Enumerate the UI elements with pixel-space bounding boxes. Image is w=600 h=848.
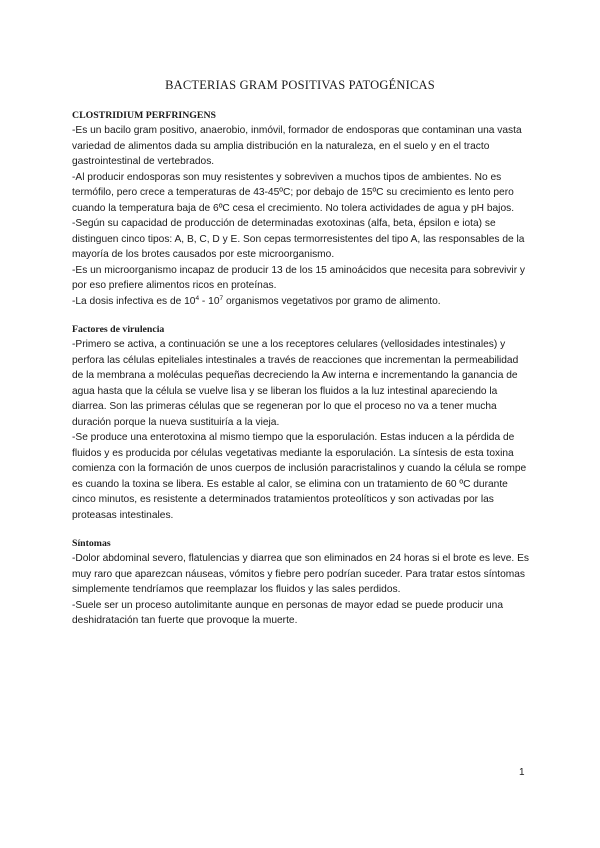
section-symptoms	[72, 536, 532, 629]
paragraph: -Al producir endosporas son muy resistentes y sobreviven a muchos tipos de ambientes. No es termófilo, pero crece a temperaturas de 43-45ºC; por debajo de 15ºC su crecimiento es lento pero cuando la temperatura baja de 6ºC cesa el crecimiento. No tolera actividades de agua y pH bajos.	[72, 171, 515, 214]
section-heading: CLOSTRIDIUM PERFRINGENS	[72, 110, 216, 121]
paragraph: -Suele ser un proceso autolimitante aunque en personas de mayor edad se puede producir una deshidratación tan fuerte que provoque la muerte.	[72, 599, 503, 626]
paragraph: -Según su capacidad de producción de determinadas exotoxinas (alfa, beta, épsilon e iota) se distinguen cinco tipos: A, B, C, D y E. Son cepas termorresistentes del tipo A, las responsables de la mayoría de los brotes causados por este microorganismo.	[72, 218, 525, 260]
paragraph: -Dolor abdominal severo, flatulencias y diarrea que son eliminados en 24 horas si el brote es leve. Es muy raro que aparezcan náuseas, vómitos y fiebre pero podrían suceder. Para tratar estos síntomas simplemente tendríamos que reemplazar los fluidos y las sales perdidos.	[72, 553, 529, 595]
section-virulence-factors	[72, 322, 532, 523]
dose-base-min: 10	[184, 295, 196, 307]
paragraph: -Primero se activa, a continuación se une a los receptores celulares (vellosidades intestinales) y perfora las células epiteliales intestinales a través de reacciones que incrementan la permeabilidad de la membrana a moléculas pequeñas decreciendo la Aw interna e incrementando la ganancia de agua hasta que la célula se vuelve lisa y se liberan los fluidos a la luz intestinal apareciendo la diarrea. Son las primeras células que se regeneran por lo que el proceso no va a tener mucha duración porque la nueva sustituiría a la vieja.	[72, 339, 519, 428]
dose-exponent-max: 7	[219, 294, 224, 302]
document-title: BACTERIAS GRAM POSITIVAS PATOGÉNICAS	[165, 78, 435, 92]
infective-dose-paragraph	[72, 294, 532, 310]
dose-prefix: -La dosis infectiva es de	[72, 295, 185, 307]
dose-suffix: organismos vegetativos por gramo de alimento.	[223, 295, 441, 307]
paragraph: -Se produce una enterotoxina al mismo tiempo que la esporulación. Estas inducen a la pérdida de fluidos y es producida por células vegetativas mediante la esporulación. La síntesis de esta toxina comienza con la formación de unos cuerpos de inclusión paracristalinos y cuando la célula se rompe es cuando la toxina se libera. Es estable al calor, se elimina con un tratamiento de 60 ºC durante cinco minutos, es resistente a determinados tratamientos proteolíticos y son activadas por las proteasas intestinales.	[72, 432, 527, 521]
page-number: 1	[519, 767, 525, 778]
dose-separator: -	[199, 295, 209, 307]
paragraph: -Es un microorganismo incapaz de producir 13 de los 15 aminoácidos que necesita para sobrevivir y por eso prefiere alimentos ricos en proteínas.	[72, 264, 526, 291]
section-heading: Factores de virulencia	[72, 324, 165, 335]
section-clostridium	[72, 108, 532, 309]
section-heading: Síntomas	[72, 538, 111, 549]
paragraph: -Es un bacilo gram positivo, anaerobio, inmóvil, formador de endosporas que contaminan una vasta variedad de alimentos dada su amplia distribución en la naturaleza, en el suelo y en el tracto gastrointestinal de vertebrados.	[72, 125, 522, 167]
dose-base-max: 10	[208, 295, 220, 307]
dose-exponent-min: 4	[195, 294, 200, 302]
document-body	[72, 108, 532, 642]
